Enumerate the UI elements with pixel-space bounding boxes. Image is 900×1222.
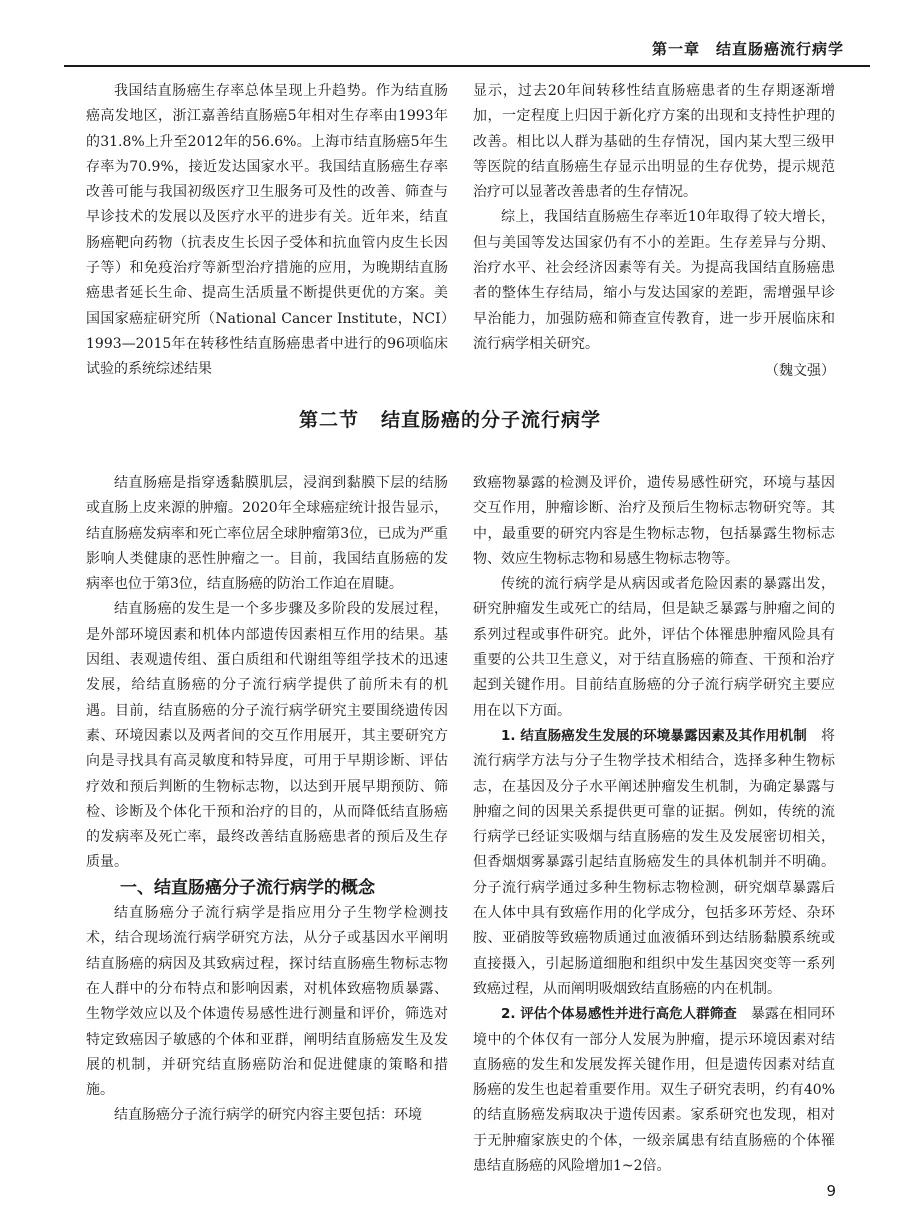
paragraph: 结直肠癌分子流行病学的研究内容主要包括：环境 [114, 1107, 422, 1124]
item-2-lead: 2. 评估个体易感性并进行高危人群筛查 [501, 1006, 737, 1023]
subheading: 一、结直肠癌分子流行病学的概念 [120, 877, 375, 898]
paragraph: 传统的流行病学是从病因或者危险因素的暴露出发，研究肿瘤发生或死亡的结局，但是缺乏暴露与肿瘤之间的系列过程或事件研究。此外，评估个体罹患肿瘤风险具有重要的公共卫生意义，对于结直肠癌的筛查、干预和治疗起到关键作用。目前结直肠癌的分子流行病学研究主要应用在以下方面。 [473, 576, 835, 719]
section-title [0, 405, 900, 432]
bottom-left-column [86, 471, 448, 1129]
running-head: 第一章 结直肠癌流行病学 [651, 40, 844, 58]
item-2-text: 暴露在相同环境中的个体仅有一部分人发展为肿瘤，提示环境因素对结直肠癌的发生和发展发挥关键作用，但是遗传因素对结直肠癌的发生也起着重要作用。双生子研究表明，约有40%的结直肠癌发病取决于遗传因素。家系研究也发现，相对于无肿瘤家族史的个体，一级亲属患有结直肠癌的个体罹患结直肠癌的风险增加1~2倍。 [473, 1006, 836, 1175]
section-number: 第二节 [298, 409, 359, 431]
paragraph: 结直肠癌的发生是一个多步骤及多阶段的发展过程，是外部环境因素和机体内部遗传因素相互作用的结果。基因组、表观遗传组、蛋白质组和代谢组等组学技术的迅速发展，给结直肠癌的分子流行病学提供了前所未有的机遇。目前，结直肠癌的分子流行病学研究主要围绕遗传因素、环境因素以及两者间的交互作用展开，其主要研究方向是寻找具有高灵敏度和特异度，可用于早期诊断、评估疗效和预后判断的生物标志物，以达到开展早期预防、筛检、诊断及个体化干预和治疗的目的，从而降低结直肠癌的发病率及死亡率，最终改善结直肠癌患者的预后及生存质量。 [86, 601, 448, 871]
top-left-column [86, 79, 448, 383]
numbered-item-2 [473, 1002, 835, 1179]
paragraph-continuation: 致癌物暴露的检测及评价，遗传易感性研究，环境与基因交互作用，肿瘤诊断、治疗及预后生物标志物研究等。其中，最重要的研究内容是生物标志物，包括暴露生物标志物、效应生物标志物和易感生物标志物等。 [473, 475, 835, 567]
item-1-text: 将流行病学方法与分子生物学技术相结合，选择多种生物标志，在基因及分子水平阐述肿瘤发生机制，为确定暴露与肿瘤之间的因果关系提供更可靠的证据。例如，传统的流行病学已经证实吸烟与结直肠癌的发生及发展密切相关，但香烟烟雾暴露引起结直肠癌发生的具体机制并不明确。分子流行病学通过多种生物标志物检测，研究烟草暴露后在人体中具有致癌作用的化学成分，包括多环芳烃、杂环胺、亚硝胺等致癌物质通过血液循环到达结肠黏膜系统或直接摄入，引起肠道细胞和组织中发生基因突变等一系列致癌过程，从而阐明吸烟致结直肠癌的内在机制。 [473, 727, 836, 997]
paragraph: 结直肠癌是指穿透黏膜肌层，浸润到黏膜下层的结肠或直肠上皮来源的肿瘤。2020年全球癌症统计报告显示，结直肠癌发病率和死亡率位居全球肿瘤第3位，已成为严重影响人类健康的恶性肿瘤之一。目前，我国结直肠癌的发病率也位于第3位，结直肠癌的防治工作迫在眉睫。 [86, 475, 448, 593]
author-signature: （魏文强） [765, 363, 835, 380]
header-rule [64, 65, 870, 67]
paragraph: 我国结直肠癌生存率总体呈现上升趋势。作为结直肠癌高发地区，浙江嘉善结直肠癌5年相对生存率由1993年的31.8%上升至2012年的56.6%。上海市结直肠癌5年生存率为70.9%，接近发达国家水平。我国结直肠癌生存率改善可能与我国初级医疗卫生服务可及性的改善、筛查与早诊技术的发展以及医疗水平的进步有关。近年来，结直肠癌靶向药物（抗表皮生长因子受体和抗血管内皮生长因子等）和免疫治疗等新型治疗措施的应用，为晚期结直肠癌患者延长生命、提高生活质量不断提供更优的方案。美国国家癌症研究所（National Cancer Institute，NCI）1993—2015年在转移性结直肠癌患者中进行的96项临床试验的系统综述结果 [86, 83, 448, 378]
section-heading: 结直肠癌的分子流行病学 [381, 409, 602, 431]
paragraph: 结直肠癌分子流行病学是指应用分子生物学检测技术，结合现场流行病学研究方法，从分子或基因水平阐明结直肠癌的病因及其致病过程，探讨结直肠癌生物标志物在人群中的分布特点和影响因素，对机体致癌物质暴露、生物学效应以及个体遗传易感性进行测量和评价，筛选对特定致癌因子敏感的个体和亚群，阐明结直肠癌发生及发展的机制，并研究结直肠癌防治和促进健康的策略和措施。 [86, 905, 448, 1099]
paragraph-continuation: 显示，过去20年间转移性结直肠癌患者的生存期逐渐增加，一定程度上归因于新化疗方案的出现和支持性护理的改善。相比以人群为基础的生存情况，国内某大型三级甲等医院的结直肠癌生存显示出明显的生存优势，提示规范治疗可以显著改善患者的生存情况。 [473, 83, 835, 201]
bottom-right-column [473, 471, 835, 1179]
paragraph: 综上，我国结直肠癌生存率近10年取得了较大增长，但与美国等发达国家仍有不小的差距。生存差异与分期、治疗水平、社会经济因素等有关。为提高我国结直肠癌患者的整体生存结局，缩小与发达国家的差距，需增强早诊早治能力，加强防癌和筛查宣传教育，进一步开展临床和流行病学相关研究。 [473, 209, 835, 352]
item-1-lead: 1. 结直肠癌发生发展的环境暴露因素及其作用机制 [501, 727, 807, 744]
top-right-column [473, 79, 835, 385]
numbered-item-1 [473, 724, 835, 1002]
page-number: 9 [826, 1182, 836, 1200]
